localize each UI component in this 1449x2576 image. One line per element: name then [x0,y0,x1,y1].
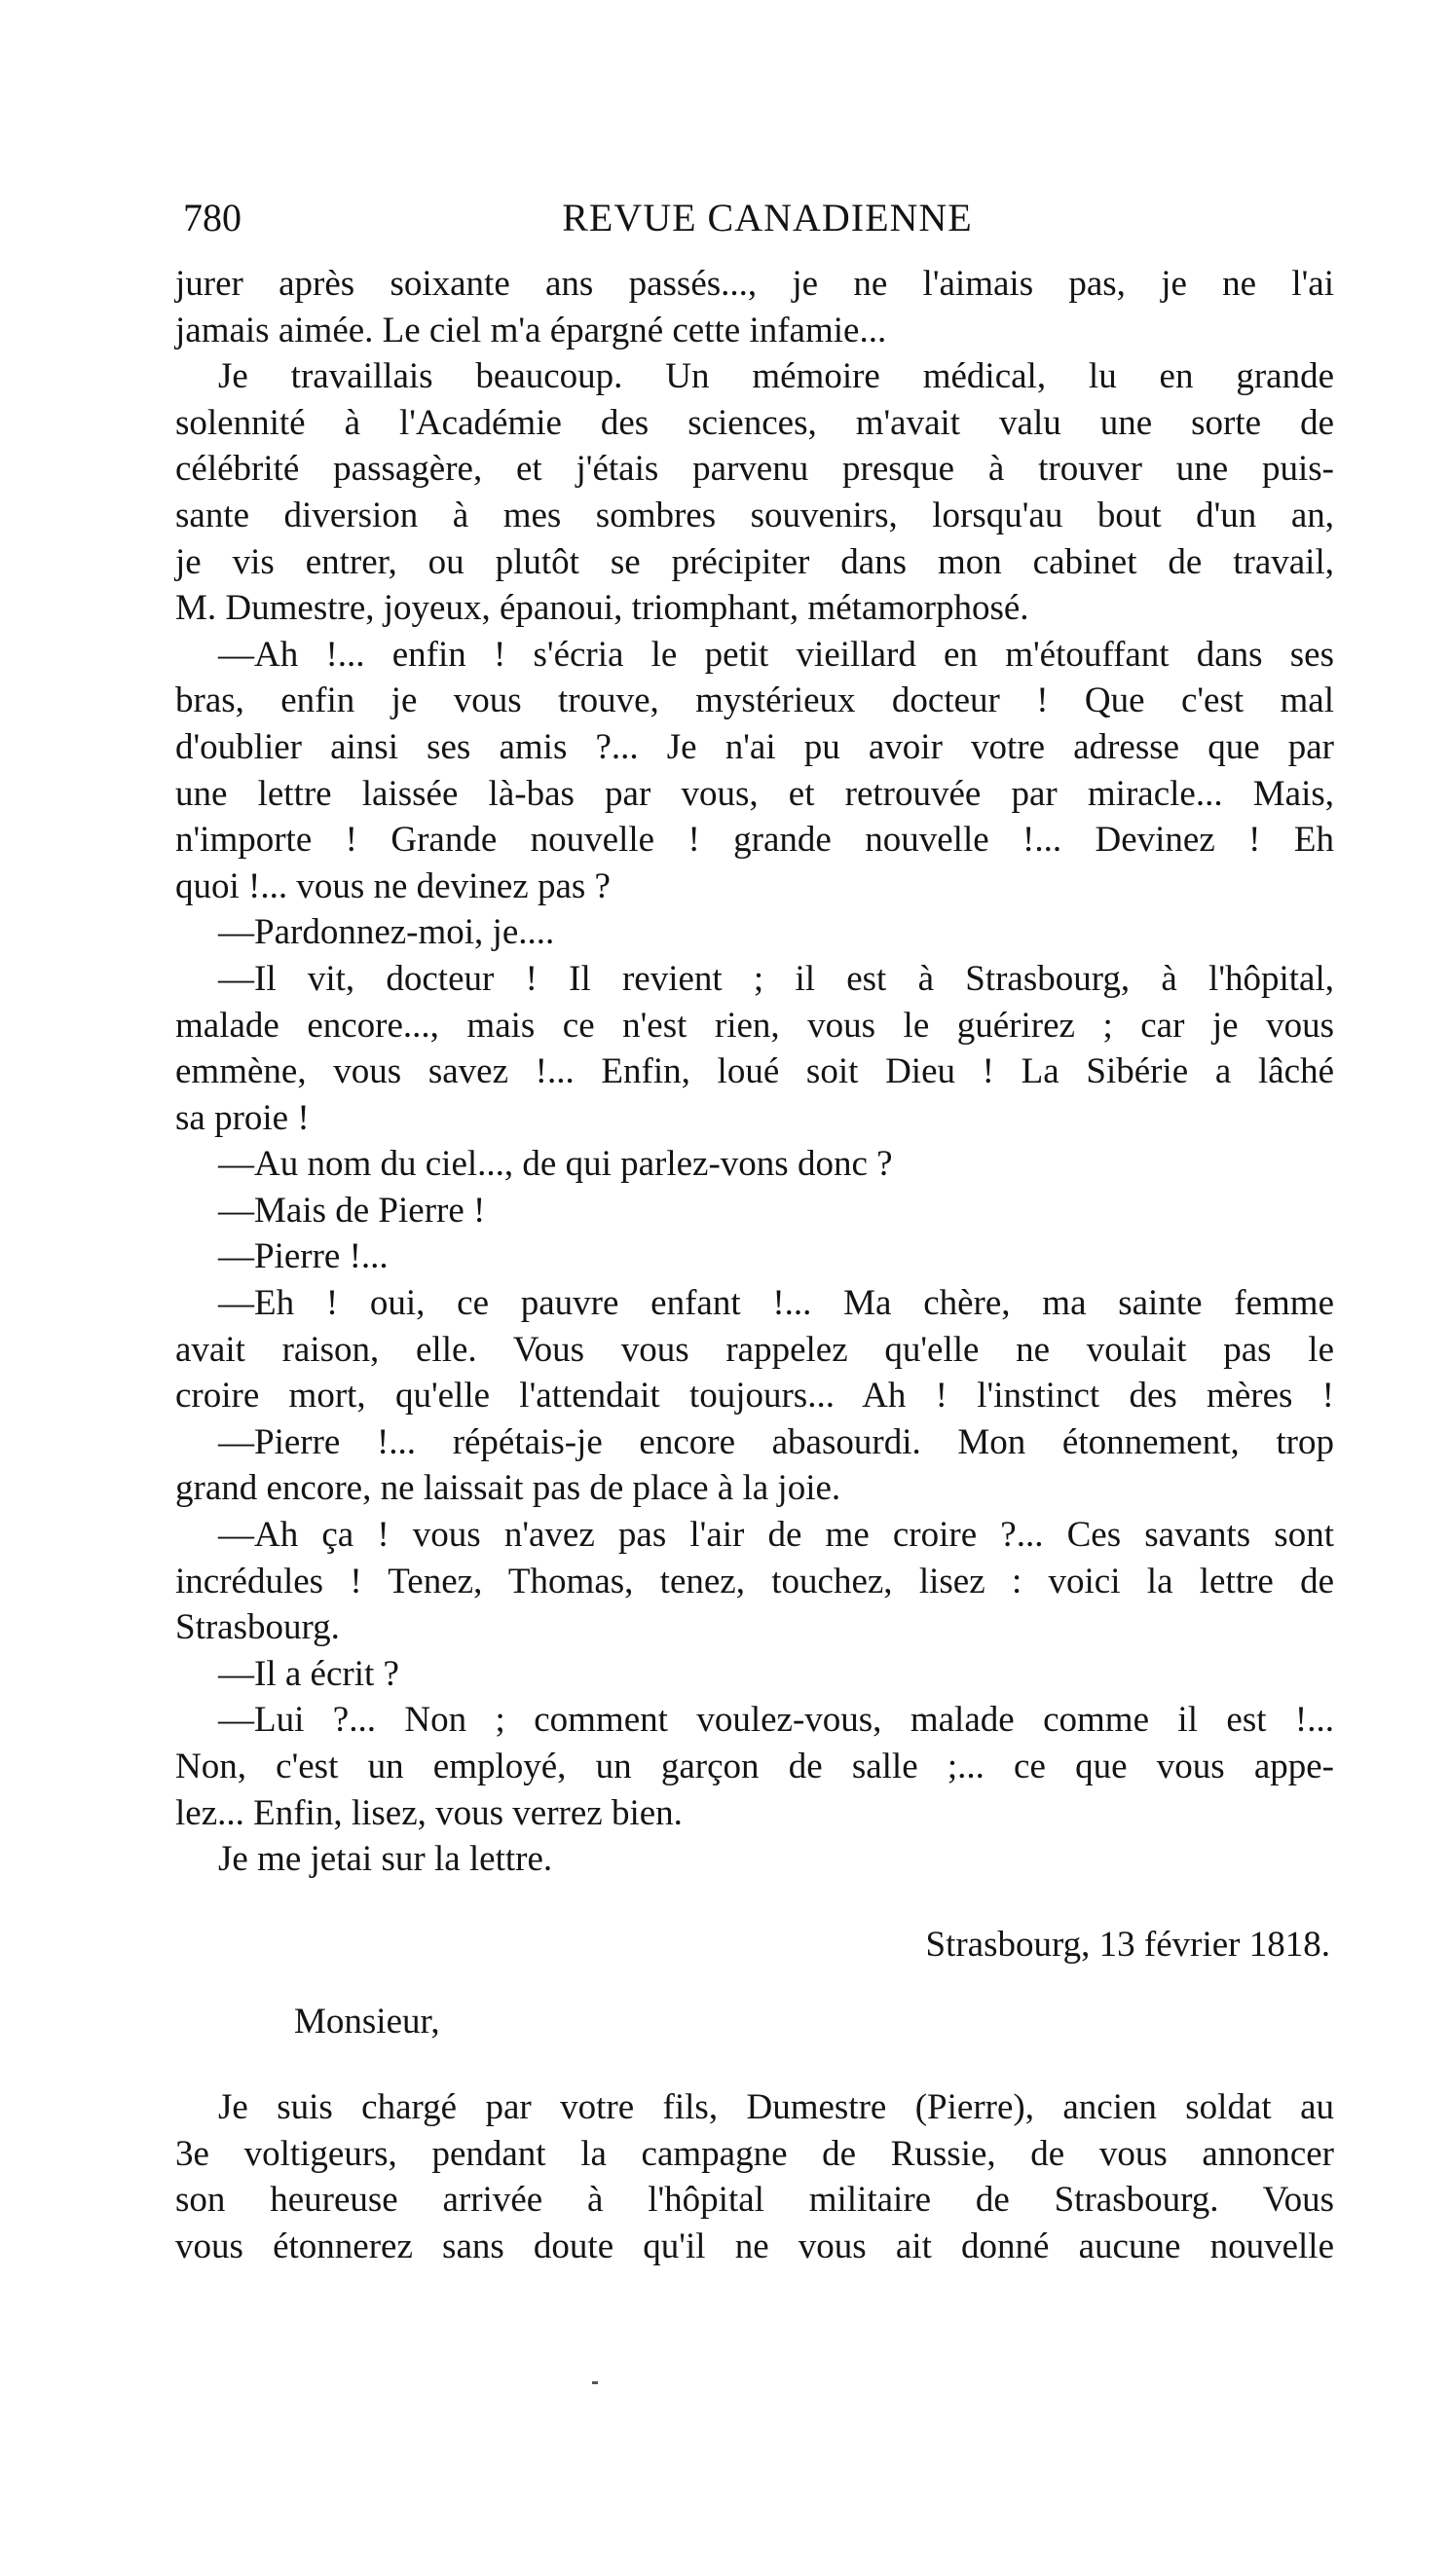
text-line: —Ah !... enfin ! s'écria le petit vieillard en m'étouffant dans ses [218,634,1334,675]
journal-title: REVUE CANADIENNE [562,196,973,239]
text-line: une lettre laissée là-bas par vous, et retrouvée par miracle... Mais, [175,773,1334,814]
page-number: 780 [183,196,242,239]
text-line: croire mort, qu'elle l'attendait toujours... Ah ! l'instinct des mères ! [175,1376,1334,1417]
text-line: quoi !... vous ne devinez pas ? [175,865,611,906]
letter-salutation: Monsieur, [294,2002,440,2042]
text-line: sante diversion à mes sombres souvenirs, lorsqu'au bout d'un an, [175,495,1334,535]
text-line: —Il a écrit ? [218,1653,399,1694]
text-line: —Lui ?... Non ; comment voulez-vous, malade comme il est !... [218,1700,1334,1741]
letter-line: Je suis chargé par votre fils, Dumestre (Pierre), ancien soldat au [218,2086,1334,2127]
text-line: jurer après soixante ans passés..., je ne l'aimais pas, je ne l'ai [175,264,1334,304]
running-head [183,191,1332,245]
text-line: —Pierre !... [218,1236,389,1277]
text-line: Non, c'est un employé, un garçon de salle ;... ce que vous appe- [175,1747,1334,1786]
letter-dateline: Strasbourg, 13 février 1818. [925,1924,1330,1965]
text-line: d'oublier ainsi ses amis ?... Je n'ai pu avoir votre adresse que par [175,726,1334,767]
text-line: lez... Enfin, lisez, vous verrez bien. [175,1792,683,1833]
text-line: M. Dumestre, joyeux, épanoui, triomphant, métamorphosé. [175,588,1029,629]
text-line: emmène, vous savez !... Enfin, loué soit Dieu ! La Sibérie a lâché [175,1051,1334,1092]
text-line: sa proie ! [175,1097,310,1138]
text-line: —Mais de Pierre ! [218,1190,486,1231]
letter-line: son heureuse arrivée à l'hôpital militaire de Strasbourg. Vous [175,2180,1334,2221]
text-line: —Pardonnez-moi, je.... [218,912,555,953]
text-line: —Pierre !... répétais-je encore abasourdi. Mon étonnement, trop [218,1421,1334,1462]
text-line: incrédules ! Tenez, Thomas, tenez, touchez, lisez : voici la lettre de [175,1561,1334,1601]
text-line: —Eh ! oui, ce pauvre enfant !... Ma chère, ma sainte femme [218,1283,1334,1324]
text-line: solennité à l'Académie des sciences, m'avait valu une sorte de [175,402,1334,443]
text-line: je vis entrer, ou plutôt se précipiter dans mon cabinet de travail, [175,541,1334,582]
text-line: avait raison, elle. Vous vous rappelez qu'elle ne voulait pas le [175,1329,1334,1370]
text-line: —Il vit, docteur ! Il revient ; il est à Strasbourg, à l'hôpital, [218,958,1334,999]
letter-body [175,2084,1334,2269]
print-speck [592,2381,598,2384]
text-line: Strasbourg. [175,1607,340,1648]
text-line: n'importe ! Grande nouvelle ! grande nouvelle !... Devinez ! Eh [175,820,1334,861]
text-line: grand encore, ne laissait pas de place à la joie. [175,1468,841,1509]
text-line: —Au nom du ciel..., de qui parlez-vons donc ? [218,1144,893,1185]
body-text [175,261,1334,2269]
letter-line: 3e voltigeurs, pendant la campagne de Russie, de vous annoncer [175,2133,1334,2174]
text-line: —Ah ça ! vous n'avez pas l'air de me croire ?... Ces savants sont [218,1515,1334,1556]
text-line: bras, enfin je vous trouve, mystérieux docteur ! Que c'est mal [175,681,1334,721]
letter-line: vous étonnerez sans doute qu'il ne vous ait donné aucune nouvelle [175,2226,1334,2266]
text-line: Je me jetai sur la lettre. [218,1839,553,1880]
text-line: jamais aimée. Le ciel m'a épargné cette infamie... [175,310,887,350]
text-line: Je travaillais beaucoup. Un mémoire médical, lu en grande [218,356,1334,397]
text-line: célébrité passagère, et j'étais parvenu presque à trouver une puis- [175,449,1334,490]
text-line: malade encore..., mais ce n'est rien, vous le guérirez ; car je vous [175,1005,1334,1046]
